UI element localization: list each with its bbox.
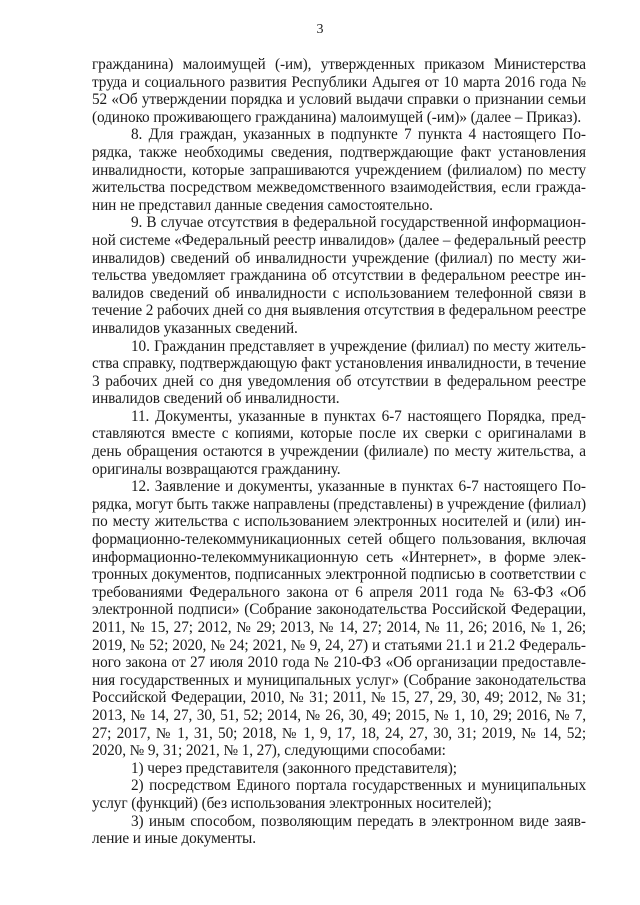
page-number: 3	[316, 22, 324, 37]
list-item-1: 1) через представителя (законного представителя);	[131, 759, 457, 777]
paragraph-continuation: гражданина) малоимущей (-им), утвержденных приказом Министерства труда и социального развития Республики Адыгея от 10 марта 2016 года № 52 «Об утверждении порядка и условий выдачи справки о признании семьи (одиноко проживающего гражданина) малоимущей (-им)» (далее – Приказ).	[92, 56, 586, 126]
list-item-2: 2) посредством Единого портала государственных и муниципальных услуг (функций) (без использования электронных носителей);	[92, 777, 586, 812]
list-item-3: 3) иным способом, позволяющим передать в электронном виде заявление и иные документы.	[92, 812, 586, 848]
paragraph-item-8: 8. Для граждан, указанных в подпункте 7 пункта 4 настоящего Порядка, также необходимы сведения, подтверждающие факт установления инвалидности, которые запрашиваются учреждением (филиалом) по месту жительства посредством межведомственного взаимодействия, если гражданин не представил данные сведения самостоятельно.	[92, 126, 586, 214]
paragraph-item-10: 10. Гражданин представляет в учреждение (филиал) по месту жительства справку, подтверждающую факт установления инвалидности, в течение 3 рабочих дней со дня уведомления об отсутствии в федеральном реестре инвалидов сведений об инвалидности.	[92, 337, 586, 408]
document-body	[92, 56, 586, 848]
paragraph-item-11: 11. Документы, указанные в пунктах 6-7 настоящего Порядка, представляются вместе с копиями, которые после их сверки с оригиналами в день обращения остаются в учреждении (филиале) по месту жительства, а оригиналы возвращаются гражданину.	[92, 407, 586, 478]
paragraph-item-12: 12. Заявление и документы, указанные в пунктах 6-7 настоящего Порядка, могут быть также направлены (представлены) в учреждение (филиал) по месту жительства с использованием электронных носителей и (или) информационно-телекоммуникационных сетей общего пользования, включая информационно-телекоммуникационную сеть «Интернет», в форме электронных документов, подписанных электронной подписью в соответствии с требованиями Федерального закона от 6 апреля 2011 года № 63-ФЗ «Об электронной подписи» (Собрание законодательства Российской Федерации, 2011, № 15, 27; 2012, № 29; 2013, № 14, 27; 2014, № 11, 26; 2016, № 1, 26; 2019, № 52; 2020, № 24; 2021, № 9, 24, 27) и статьями 21.1 и 21.2 Федерального закона от 27 июля 2010 года № 210-ФЗ «Об организации предоставления государственных и муниципальных услуг» (Собрание законодательства Российской Федерации, 2010, № 31; 2011, № 15, 27, 29, 30, 49; 2012, № 31; 2013, № 14, 27, 30, 51, 52; 2014, № 26, 30, 49; 2015, № 1, 10, 29; 2016, № 7, 27; 2017, № 1, 31, 50; 2018, № 1, 9, 17, 18, 24, 27, 30, 31; 2019, № 14, 52; 2020, № 9, 31; 2021, № 1, 27), следующими способами:	[92, 478, 586, 760]
paragraph-item-9: 9. В случае отсутствия в федеральной государственной информационной системе «Федеральный реестр инвалидов» (далее – федеральный реестр инвалидов) сведений об инвалидности учреждение (филиал) по месту жительства уведомляет гражданина об отсутствии в федеральном реестре инвалидов сведений об инвалидности с использованием телефонной связи в течение 2 рабочих дней со дня выявления отсутствия в федеральном реестре инвалидов указанных сведений.	[92, 214, 586, 337]
